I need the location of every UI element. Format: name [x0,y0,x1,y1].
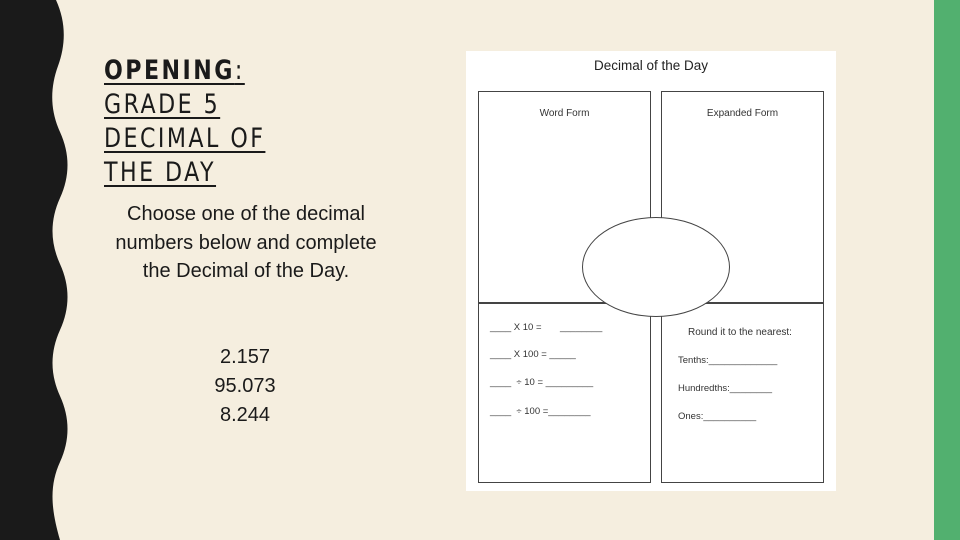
rounding-line: Tenths:_____________ [678,355,778,366]
slide-title [104,54,317,190]
operation-line: ____ ÷ 100 =________ [490,406,591,417]
operation-line: ____ ÷ 10 = _________ [490,377,594,388]
decimal-number-list [180,343,310,430]
green-accent-bar [934,0,960,540]
wavy-left-border [0,0,80,540]
center-oval [582,217,730,317]
title-bold: OPENING [104,55,235,86]
rounding-line: Hundredths:________ [678,383,773,394]
title-rest: : GRADE 5 DECIMAL OF THE DAY [104,55,266,188]
instructions-text: Choose one of the decimal numbers below and complete the Decimal of the Day. [115,203,377,282]
operation-line: ____ X 10 = ________ [490,322,603,333]
rounding-title: Round it to the nearest: [688,327,792,338]
decimal-number: 8.244 [219,404,271,426]
decimal-number: 95.073 [214,375,276,397]
rounding-line: Ones:__________ [678,411,757,422]
word-form-label: Word Form [539,108,590,119]
operation-line: ____ X 100 = _____ [490,349,576,360]
worksheet-title: Decimal of the Day [593,58,709,73]
worksheet-image [466,51,836,491]
decimal-number: 2.157 [219,346,271,368]
expanded-form-label: Expanded Form [706,108,779,119]
